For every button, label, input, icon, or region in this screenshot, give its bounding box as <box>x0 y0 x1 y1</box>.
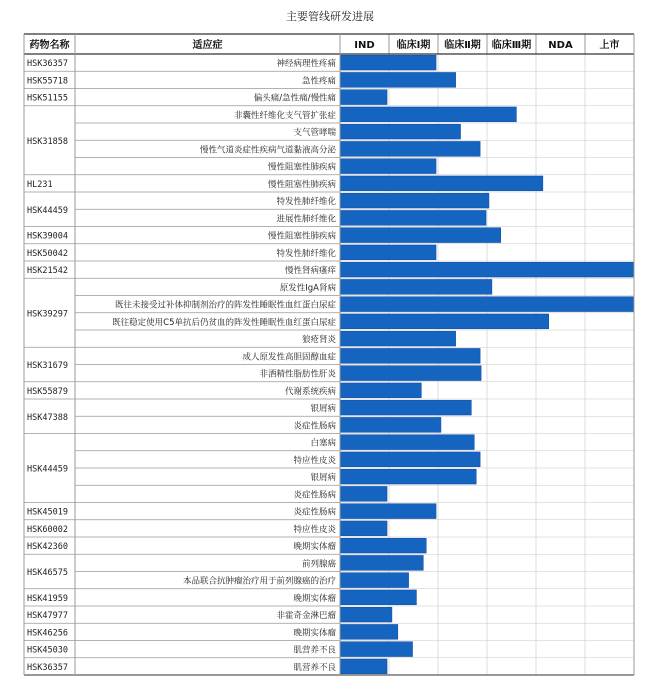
progress-bar <box>340 314 549 329</box>
progress-bar <box>340 624 398 639</box>
drug-code: HSK55879 <box>27 386 68 397</box>
progress-bar <box>340 331 456 346</box>
indication-label: 神经病理性疼痛 <box>276 59 336 70</box>
indication-label: 偏头痛/急性痛/慢性痛 <box>253 93 336 104</box>
progress-bar <box>340 642 413 657</box>
drug-code: HSK51155 <box>27 93 68 104</box>
drug-code: HSK47388 <box>27 412 68 423</box>
progress-bar <box>340 659 387 674</box>
header-stage: 临床Ⅲ期 <box>491 40 532 51</box>
progress-bar <box>340 452 480 467</box>
progress-bar <box>340 469 476 484</box>
indication-label: 炎症性肠病 <box>293 490 336 501</box>
progress-bar <box>340 400 471 415</box>
drug-code: HSK45030 <box>27 645 68 656</box>
progress-bar <box>340 417 441 432</box>
header-stage: 临床Ⅱ期 <box>444 40 481 51</box>
indication-label: 慢性气道炎症性疾病气道黏液高分泌 <box>199 145 336 156</box>
indication-label: 特发性肺纤维化 <box>276 248 336 259</box>
drug-code: HSK41959 <box>27 593 68 604</box>
drug-code: HSK60002 <box>27 524 68 535</box>
indication-label: 炎症性肠病 <box>293 421 336 432</box>
drug-code: HL231 <box>27 179 53 190</box>
progress-bar <box>340 141 480 156</box>
progress-bar <box>340 159 436 174</box>
indication-label: 肌营养不良 <box>293 662 336 673</box>
indication-label: 慢性阻塞性肺疾病 <box>267 231 336 242</box>
progress-bar <box>340 72 456 87</box>
indication-label: 炎症性肠病 <box>293 507 336 518</box>
indication-label: 急性疼痛 <box>301 76 336 87</box>
header-indication: 适应症 <box>192 40 223 51</box>
progress-bar <box>340 262 634 277</box>
progress-bar <box>340 366 481 381</box>
progress-bar <box>340 107 516 122</box>
indication-label: 进展性肺纤维化 <box>276 214 336 225</box>
progress-bar <box>340 486 387 501</box>
indication-label: 慢性阻塞性肺疾病 <box>267 162 336 173</box>
progress-bar <box>340 193 489 208</box>
indication-label: 慢性阻塞性肺疾病 <box>267 179 336 190</box>
indication-label: 特应性皮炎 <box>293 524 336 535</box>
indication-label: 非霍奇金淋巴瘤 <box>276 611 336 622</box>
drug-code: HSK21542 <box>27 266 68 277</box>
drug-code: HSK39004 <box>27 231 68 242</box>
progress-bar <box>340 383 421 398</box>
indication-label: 特发性肺纤维化 <box>276 197 336 208</box>
drug-code: HSK31858 <box>27 136 68 147</box>
indication-label: 晚期实体瘤 <box>293 542 336 553</box>
indication-label: 银屑病 <box>310 473 336 484</box>
drug-code: HSK36357 <box>27 59 68 70</box>
progress-bar <box>340 55 436 70</box>
progress-bar <box>340 90 387 105</box>
chart-title: 主要管线研发进展 <box>286 10 374 23</box>
drug-code: HSK50042 <box>27 248 68 259</box>
progress-bar <box>340 124 461 139</box>
header-stage: IND <box>354 40 375 51</box>
header-stage: NDA <box>548 40 573 51</box>
header-stage: 临床Ⅰ期 <box>396 40 431 51</box>
drug-code: HSK55718 <box>27 76 68 87</box>
progress-bar <box>340 245 436 260</box>
drug-code: HSK36357 <box>27 662 68 673</box>
indication-label: 慢性肾病瘙痒 <box>284 266 336 277</box>
drug-code: HSK44459 <box>27 464 68 475</box>
header-stage: 上市 <box>599 40 620 51</box>
progress-bar <box>340 590 416 605</box>
indication-label: 成人原发性高胆固醇血症 <box>242 352 336 363</box>
indication-label: 原发性IgA肾病 <box>279 283 336 294</box>
indication-label: 支气管哮喘 <box>293 128 336 139</box>
indication-label: 狼疮肾炎 <box>301 335 336 346</box>
progress-bar <box>340 297 634 312</box>
drug-code: HSK42360 <box>27 542 68 553</box>
progress-bar <box>340 573 409 588</box>
indication-label: 非囊性纤维化支气管扩张症 <box>233 110 336 121</box>
progress-bar <box>340 176 543 191</box>
indication-label: 晚期实体瘤 <box>293 593 336 604</box>
drug-code: HSK46256 <box>27 628 68 639</box>
progress-bar <box>340 210 486 225</box>
progress-bar <box>340 228 501 243</box>
indication-label: 特应性皮炎 <box>293 455 336 466</box>
progress-bar <box>340 555 423 570</box>
drug-code: HSK45019 <box>27 507 68 518</box>
drug-code: HSK46575 <box>27 568 68 578</box>
progress-bar <box>340 521 387 536</box>
progress-bar <box>340 348 480 363</box>
indication-label: 肌营养不良 <box>293 645 336 656</box>
drug-code: HSK44459 <box>27 205 68 216</box>
progress-bar <box>340 504 436 519</box>
indication-label: 前列腺癌 <box>301 559 336 570</box>
progress-bar <box>340 279 492 294</box>
drug-code: HSK31679 <box>27 361 68 371</box>
indication-label: 本品联合抗肿瘤治疗用于前列腺癌的治疗 <box>182 576 336 587</box>
drug-code: HSK39297 <box>27 309 68 320</box>
indication-label: 代谢系统疾病 <box>284 386 336 397</box>
indication-label: 非酒精性脂肪性肝炎 <box>259 369 336 380</box>
progress-bar <box>340 538 426 553</box>
indication-label: 晚期实体瘤 <box>293 628 336 639</box>
indication-label: 银屑病 <box>310 404 336 415</box>
header-drug: 药物名称 <box>29 40 70 51</box>
indication-label: 既往未接受过补体抑制剂治疗的阵发性睡眠性血红蛋白尿症 <box>114 300 336 311</box>
drug-code: HSK47977 <box>27 611 68 622</box>
progress-bar <box>340 607 392 622</box>
indication-label: 白塞病 <box>310 438 336 449</box>
indication-label: 既往稳定使用C5单抗后仍贫血的阵发性睡眠性血红蛋白尿症 <box>112 317 336 328</box>
progress-bar <box>340 435 474 450</box>
